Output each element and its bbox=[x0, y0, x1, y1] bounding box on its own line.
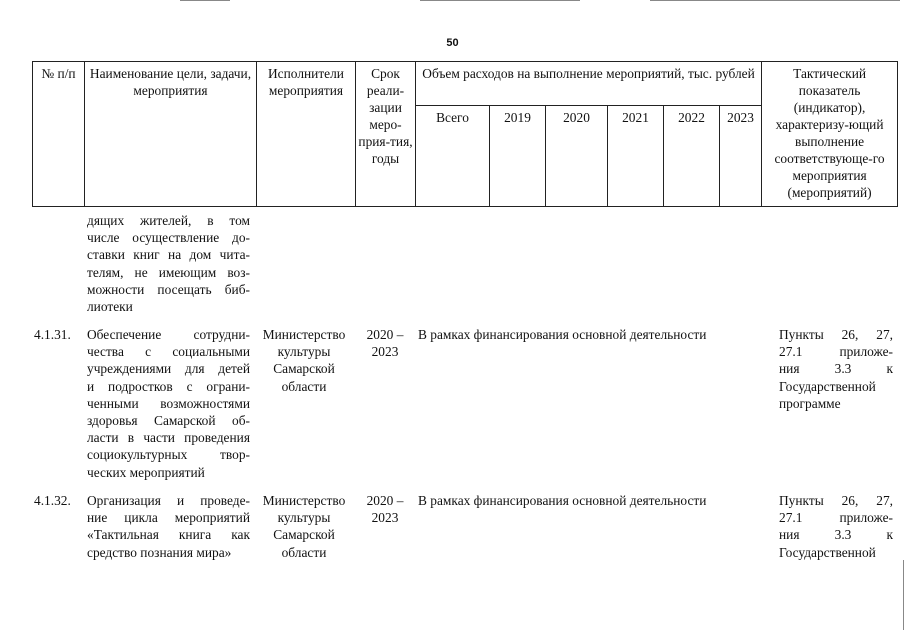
text-line: Пункты 26, 27, bbox=[779, 327, 893, 342]
text-line: Самарской bbox=[273, 361, 335, 377]
text-line: телям, не имеющим воз- bbox=[87, 264, 250, 280]
header-name: Наименование цели, задачи, мероприятия bbox=[85, 62, 257, 207]
text-line: 2020 – bbox=[366, 327, 404, 342]
scan-edge-line bbox=[420, 0, 580, 1]
text-line: Министерство bbox=[262, 327, 346, 342]
activity-name bbox=[87, 492, 250, 561]
header-year-2021: 2021 bbox=[608, 106, 664, 207]
text-line: 2020 – bbox=[366, 493, 404, 508]
text-line: 2023 bbox=[371, 510, 399, 526]
text-line: 27.1 приложе- bbox=[779, 344, 893, 360]
header-year-2022: 2022 bbox=[664, 106, 720, 207]
continuation-text bbox=[87, 212, 250, 315]
term bbox=[356, 492, 414, 526]
text-line: Государственной bbox=[779, 544, 876, 560]
term bbox=[356, 326, 414, 360]
text-line: дящих жителей, в том bbox=[87, 213, 250, 228]
text-line: Государственной bbox=[779, 378, 876, 394]
text-line: ласти в части проведения bbox=[87, 430, 250, 446]
header-num: № п/п bbox=[33, 62, 85, 207]
indicator bbox=[779, 326, 893, 412]
text-line: Самарской bbox=[273, 527, 335, 543]
executor bbox=[254, 492, 354, 561]
header-total: Всего bbox=[416, 106, 490, 207]
table-header bbox=[32, 61, 898, 207]
text-line: программе bbox=[779, 395, 841, 411]
text-line: лиотеки bbox=[87, 299, 133, 315]
row-number: 4.1.32. bbox=[34, 493, 71, 508]
text-line: чества с социальными bbox=[87, 344, 250, 360]
text-line: учреждениями для детей bbox=[87, 361, 250, 377]
text-line: 2023 bbox=[371, 344, 399, 360]
header-expenses: Объем расходов на выполнение мероприятий, тыс. рублей bbox=[416, 62, 762, 106]
page-number: 50 bbox=[446, 37, 459, 49]
header-indicator: Тактический показатель (индикатор), характеризу-ющий выполнение соответствующе-го мероприятия (мероприятий) bbox=[762, 62, 898, 207]
text-line: ния 3.3 к bbox=[779, 361, 893, 377]
text-line: числе осуществление до- bbox=[87, 230, 250, 246]
header-term: Срок реали-зации меро-прия-тия, годы bbox=[356, 62, 416, 207]
scan-edge-line bbox=[180, 0, 230, 1]
text-line: Пункты 26, 27, bbox=[779, 493, 893, 508]
text-line: средство познания мира» bbox=[87, 544, 232, 560]
scan-edge-line bbox=[903, 560, 904, 630]
text-line: ченными возможностями bbox=[87, 395, 250, 411]
text-line: области bbox=[281, 544, 327, 560]
text-line: культуры bbox=[277, 344, 331, 360]
header-year-2023: 2023 bbox=[720, 106, 762, 207]
text-line: культуры bbox=[277, 510, 331, 526]
header-year-2020: 2020 bbox=[546, 106, 608, 207]
text-line: Обеспечение сотрудни- bbox=[87, 327, 250, 342]
row-number: 4.1.31. bbox=[34, 327, 71, 342]
text-line: ставки книг на дом чита- bbox=[87, 247, 250, 263]
text-line: «Тактильная книга как bbox=[87, 527, 250, 543]
text-line: можности посещать биб- bbox=[87, 281, 250, 297]
text-line: здоровья Самарской об- bbox=[87, 413, 250, 429]
text-line: области bbox=[281, 378, 327, 394]
text-line: 27.1 приложе- bbox=[779, 510, 893, 526]
financing-note: В рамках финансирования основной деятельности bbox=[418, 327, 707, 342]
text-line: Министерство bbox=[262, 493, 346, 508]
text-line: ческих мероприятий bbox=[87, 464, 205, 480]
scan-edge-line bbox=[650, 0, 900, 1]
header-executors: Исполнители мероприятия bbox=[257, 62, 356, 207]
executor bbox=[254, 326, 354, 395]
text-line: и подростков с ограни- bbox=[87, 378, 250, 394]
activity-name bbox=[87, 326, 250, 481]
text-line: ние цикла мероприятий bbox=[87, 510, 250, 526]
header-year-2019: 2019 bbox=[490, 106, 546, 207]
text-line: ния 3.3 к bbox=[779, 527, 893, 543]
text-line: социокультурных твор- bbox=[87, 447, 250, 463]
text-line: Организация и проведе- bbox=[87, 493, 250, 508]
financing-note: В рамках финансирования основной деятельности bbox=[418, 493, 707, 508]
indicator bbox=[779, 492, 893, 561]
